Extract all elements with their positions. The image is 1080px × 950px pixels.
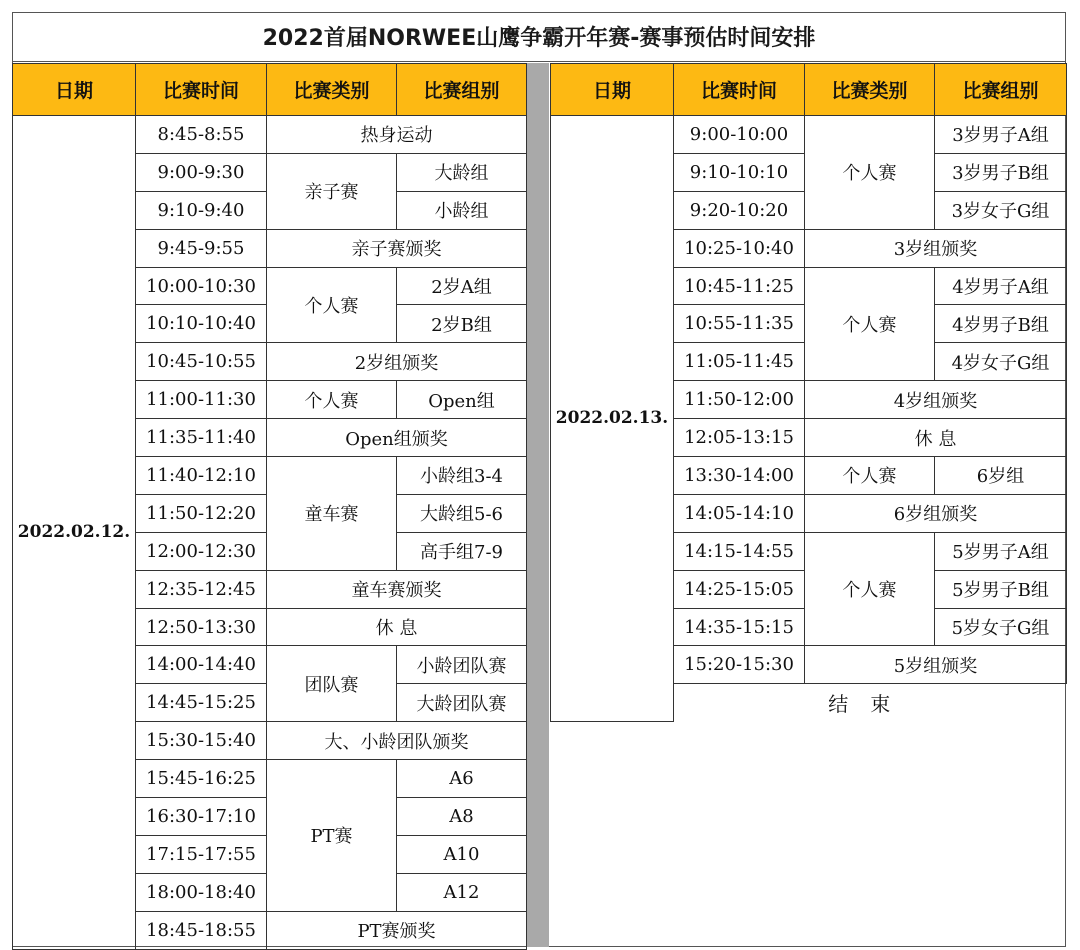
time-cell: 10:45-10:55 <box>136 343 267 381</box>
time-cell: 9:10-10:10 <box>674 153 805 191</box>
group-cell: 2岁B组 <box>397 305 527 343</box>
table-row <box>551 116 1067 154</box>
time-cell: 14:25-15:05 <box>674 570 805 608</box>
time-cell: 13:30-14:00 <box>674 457 805 495</box>
time-cell: 9:00-9:30 <box>136 153 267 191</box>
group-cell: A6 <box>397 760 527 798</box>
time-cell: 14:35-15:15 <box>674 608 805 646</box>
group-cell: 6岁组 <box>935 457 1067 495</box>
group-cell: 4岁女子G组 <box>935 343 1067 381</box>
type-cell: 个人赛 <box>805 116 935 230</box>
time-cell: 12:35-12:45 <box>136 570 267 608</box>
time-cell: 18:00-18:40 <box>136 873 267 911</box>
time-cell: 10:25-10:40 <box>674 229 805 267</box>
type-cell: 个人赛 <box>267 381 397 419</box>
header-date: 日期 <box>13 64 136 116</box>
group-cell: 5岁男子A组 <box>935 532 1067 570</box>
time-cell: 9:20-10:20 <box>674 191 805 229</box>
time-cell: 10:10-10:40 <box>136 305 267 343</box>
time-cell: 11:00-11:30 <box>136 381 267 419</box>
table-divider <box>527 63 549 947</box>
event-cell: 热身运动 <box>267 116 527 154</box>
group-cell: A8 <box>397 798 527 836</box>
time-cell: 14:05-14:10 <box>674 494 805 532</box>
event-cell: 6岁组颁奖 <box>805 494 1067 532</box>
time-cell: 9:45-9:55 <box>136 229 267 267</box>
event-cell: 5岁组颁奖 <box>805 646 1067 684</box>
time-cell: 15:30-15:40 <box>136 722 267 760</box>
type-cell: 团队赛 <box>267 646 397 722</box>
group-cell: A10 <box>397 835 527 873</box>
time-cell: 8:45-8:55 <box>136 116 267 154</box>
event-cell: PT赛颁奖 <box>267 911 527 949</box>
type-cell: 个人赛 <box>267 267 397 343</box>
group-cell: 高手组7-9 <box>397 532 527 570</box>
group-cell: 4岁男子A组 <box>935 267 1067 305</box>
group-cell: 4岁男子B组 <box>935 305 1067 343</box>
time-cell: 11:35-11:40 <box>136 419 267 457</box>
schedule-table-day2 <box>550 63 1067 722</box>
date-cell: 2022.02.13. <box>551 116 674 722</box>
group-cell: A12 <box>397 873 527 911</box>
time-cell: 10:55-11:35 <box>674 305 805 343</box>
time-cell: 10:00-10:30 <box>136 267 267 305</box>
event-cell: 3岁组颁奖 <box>805 229 1067 267</box>
time-cell: 10:45-11:25 <box>674 267 805 305</box>
time-cell: 14:45-15:25 <box>136 684 267 722</box>
date-cell: 2022.02.12. <box>13 116 136 950</box>
group-cell: 3岁女子G组 <box>935 191 1067 229</box>
type-cell: 个人赛 <box>805 457 935 495</box>
time-cell: 9:10-9:40 <box>136 191 267 229</box>
time-cell: 11:05-11:45 <box>674 343 805 381</box>
event-cell: 4岁组颁奖 <box>805 381 1067 419</box>
table-row <box>13 116 527 154</box>
time-cell: 14:00-14:40 <box>136 646 267 684</box>
time-cell: 17:15-17:55 <box>136 835 267 873</box>
time-cell: 11:50-12:00 <box>674 381 805 419</box>
time-cell: 9:00-10:00 <box>674 116 805 154</box>
time-cell: 11:40-12:10 <box>136 457 267 495</box>
time-cell: 14:15-14:55 <box>674 532 805 570</box>
header-row <box>13 64 527 116</box>
group-cell: 大龄团队赛 <box>397 684 527 722</box>
group-cell: 大龄组5-6 <box>397 494 527 532</box>
time-cell: 12:00-12:30 <box>136 532 267 570</box>
group-cell: 小龄组 <box>397 191 527 229</box>
event-cell: 亲子赛颁奖 <box>267 229 527 267</box>
type-cell: 童车赛 <box>267 457 397 571</box>
header-group: 比赛组别 <box>935 64 1067 116</box>
event-cell: 休 息 <box>267 608 527 646</box>
group-cell: 5岁女子G组 <box>935 608 1067 646</box>
header-row <box>551 64 1067 116</box>
group-cell: 大龄组 <box>397 153 527 191</box>
event-cell: 大、小龄团队颁奖 <box>267 722 527 760</box>
group-cell: Open组 <box>397 381 527 419</box>
type-cell: PT赛 <box>267 760 397 912</box>
time-cell: 15:45-16:25 <box>136 760 267 798</box>
group-cell: 小龄团队赛 <box>397 646 527 684</box>
header-type: 比赛类别 <box>267 64 397 116</box>
group-cell: 3岁男子B组 <box>935 153 1067 191</box>
group-cell: 2岁A组 <box>397 267 527 305</box>
event-cell: Open组颁奖 <box>267 419 527 457</box>
time-cell: 12:50-13:30 <box>136 608 267 646</box>
time-cell: 18:45-18:55 <box>136 911 267 949</box>
group-cell: 5岁男子B组 <box>935 570 1067 608</box>
event-cell: 休 息 <box>805 419 1067 457</box>
event-cell: 童车赛颁奖 <box>267 570 527 608</box>
header-date: 日期 <box>551 64 674 116</box>
schedule-table-day1 <box>12 63 527 950</box>
time-cell: 15:20-15:30 <box>674 646 805 684</box>
time-cell: 16:30-17:10 <box>136 798 267 836</box>
type-cell: 个人赛 <box>805 532 935 646</box>
header-time: 比赛时间 <box>136 64 267 116</box>
header-type: 比赛类别 <box>805 64 935 116</box>
event-cell: 2岁组颁奖 <box>267 343 527 381</box>
end-cell: 结束 <box>674 684 1067 721</box>
type-cell: 个人赛 <box>805 267 935 381</box>
type-cell: 亲子赛 <box>267 153 397 229</box>
time-cell: 11:50-12:20 <box>136 494 267 532</box>
header-group: 比赛组别 <box>397 64 527 116</box>
group-cell: 小龄组3-4 <box>397 457 527 495</box>
time-cell: 12:05-13:15 <box>674 419 805 457</box>
header-time: 比赛时间 <box>674 64 805 116</box>
page-title: 2022首届NORWEE山鹰争霸开年赛-赛事预估时间安排 <box>12 12 1066 62</box>
group-cell: 3岁男子A组 <box>935 116 1067 154</box>
